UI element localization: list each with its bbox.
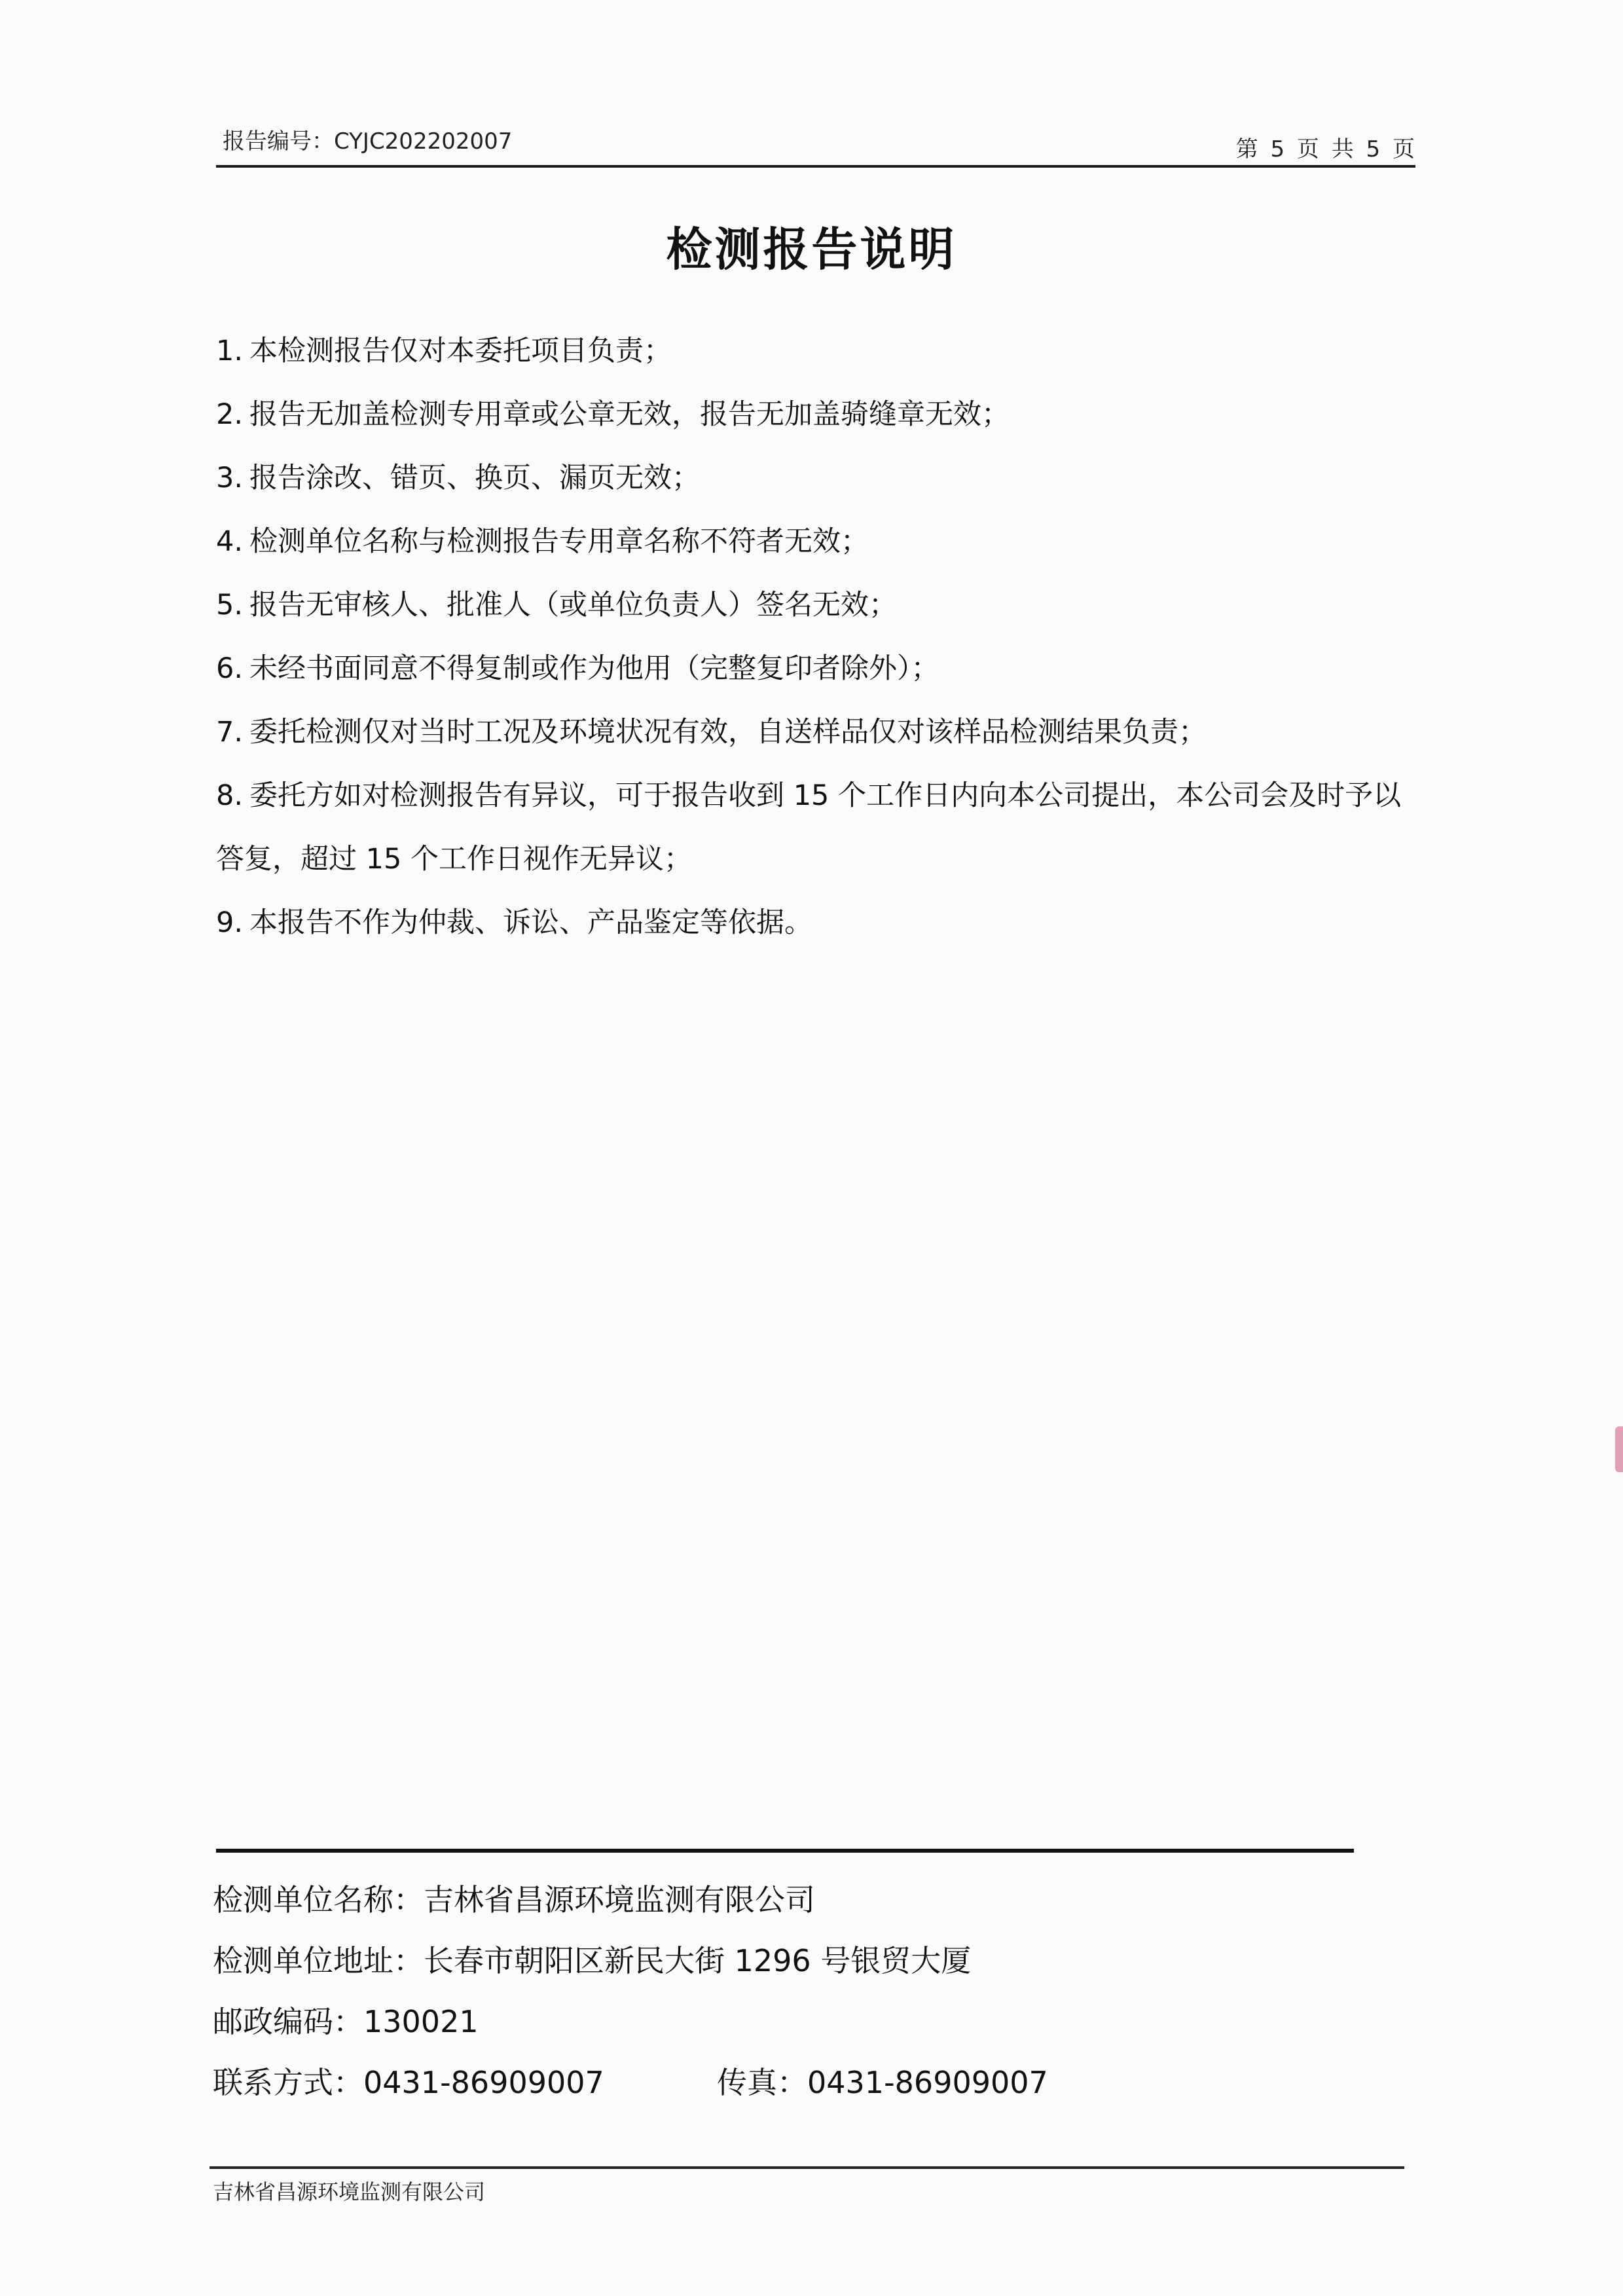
report-number: 报告编号：CYJC202202007 xyxy=(223,128,513,155)
list-item: 7. 委托检测仅对当时工况及环境状况有效，自送样品仅对该样品检测结果负责； xyxy=(216,716,1207,749)
unit-name: 检测单位名称：吉林省昌源环境监测有限公司 xyxy=(213,1882,815,1917)
footer-company: 吉林省昌源环境监测有限公司 xyxy=(213,2179,486,2204)
page-indicator: 第 5 页 共 5 页 xyxy=(1235,136,1415,162)
footer-divider xyxy=(210,2166,1404,2169)
list-item: 8. 委托方如对检测报告有异议，可于报告收到 15 个工作日内向本公司提出，本公司会及时予以答复，超过 15 个工作日视作无异议； xyxy=(216,779,1402,876)
list-item: 9. 本报告不作为仲裁、诉讼、产品鉴定等依据。 xyxy=(216,906,813,939)
phone: 联系方式：0431-86909007 xyxy=(213,2065,604,2100)
postal-code: 邮政编码：130021 xyxy=(213,2004,479,2039)
phone-row xyxy=(213,2052,1048,2113)
list-item: 3. 报告涂改、错页、换页、漏页无效； xyxy=(216,462,701,494)
notes-list xyxy=(216,320,1415,955)
list-item: 1. 本检测报告仅对本委托项目负责； xyxy=(216,335,672,367)
seam-stamp-edge xyxy=(1615,1426,1623,1472)
fax: 传真：0431-86909007 xyxy=(717,2065,1048,2100)
list-item: 5. 报告无审核人、批准人（或单位负责人）签名无效； xyxy=(216,589,898,621)
list-item: 6. 未经书面同意不得复制或作为他用（完整复印者除外）； xyxy=(216,652,939,685)
list-item: 2. 报告无加盖检测专用章或公章无效，报告无加盖骑缝章无效； xyxy=(216,398,1010,431)
header-divider xyxy=(216,165,1415,168)
list-item: 4. 检测单位名称与检测报告专用章名称不符者无效； xyxy=(216,525,869,558)
page-title: 检测报告说明 xyxy=(666,222,957,276)
unit-address: 检测单位地址：长春市朝阳区新民大街 1296 号银贸大厦 xyxy=(213,1943,972,1978)
contact-block xyxy=(213,1870,1048,2113)
contact-divider xyxy=(216,1849,1354,1853)
